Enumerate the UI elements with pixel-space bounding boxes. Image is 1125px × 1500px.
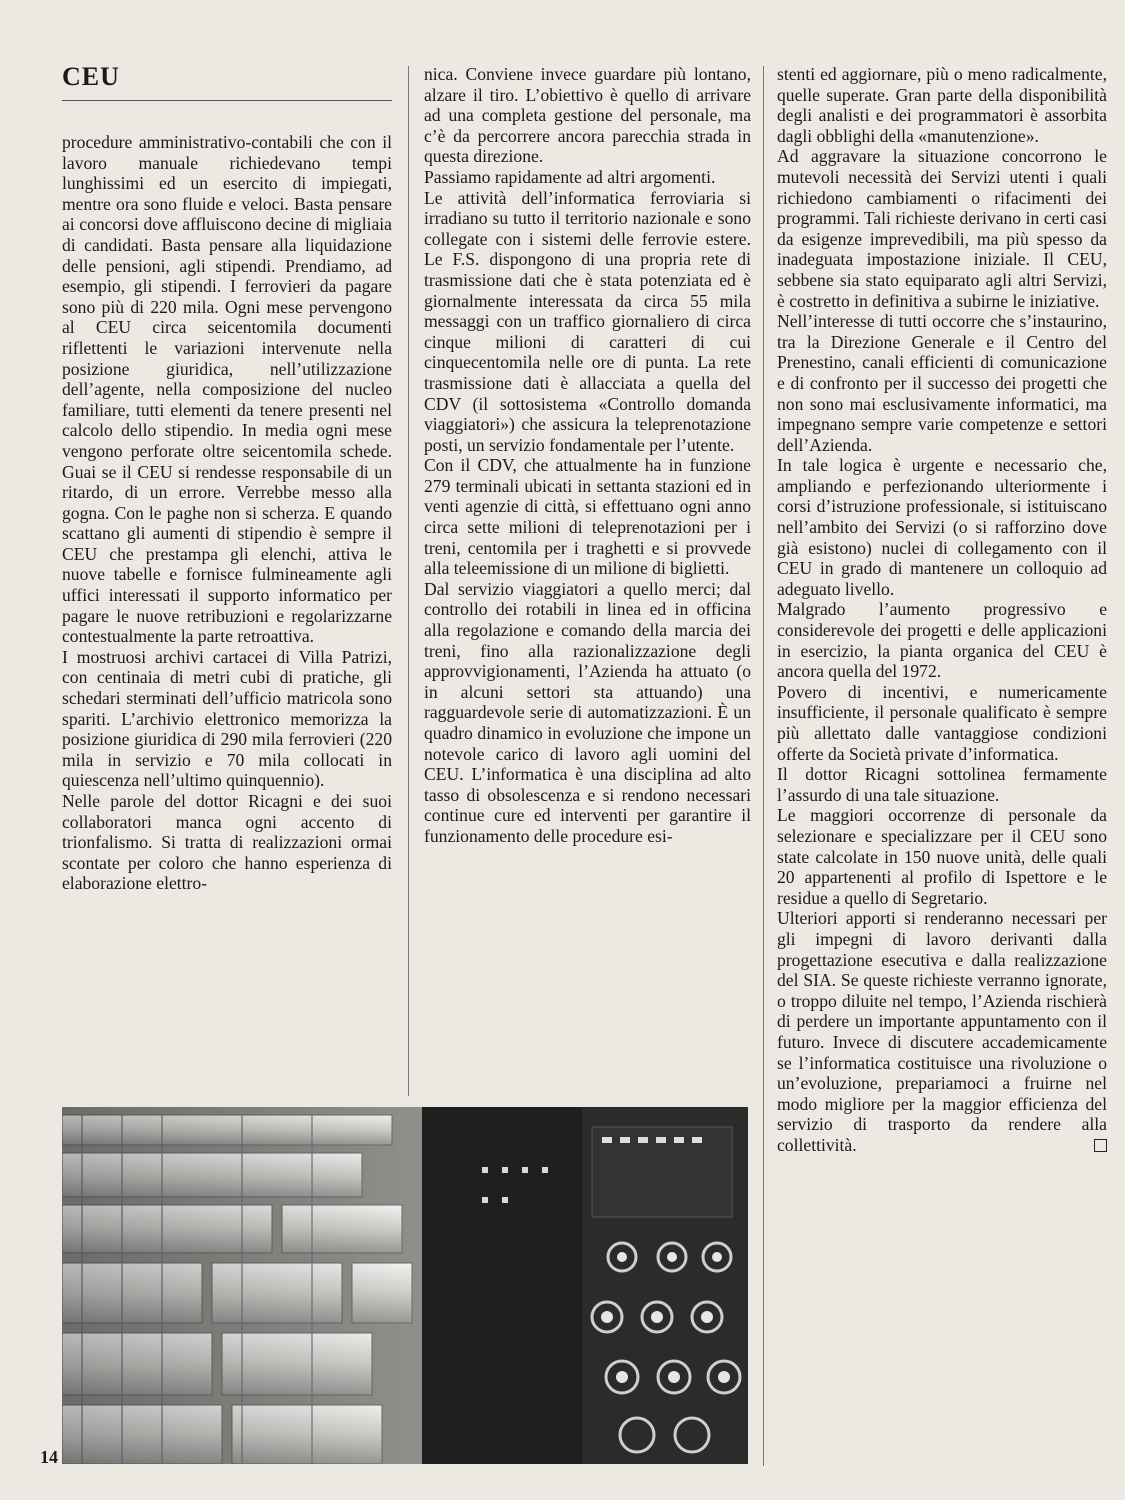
paragraph: In tale logica è urgente e necessario che, ampliando e perfezionando ulteriormente i corsi d’istruzione professionale, si istituiscano nell’ambito dei Servizi (o si rafforzino dove già esistono) nuclei di collegamento con il CEU in grado di mantenere un colloquio ad adeguato livello. bbox=[777, 455, 1107, 599]
paragraph: Passiamo rapidamente ad altri argomenti. bbox=[424, 166, 716, 187]
paragraph: Nell’interesse di tutti occorre che s’instaurino, tra la Direzione Generale e il Centro del Prenestino, canali efficienti di comunicazione e di confronto per il successo dei progetti che non sono mai esclusivamente informatici, ma impegnano sempre varie competenze e settori dell’Azienda. bbox=[777, 311, 1107, 455]
paragraph-last: Ulteriori apporti si renderanno necessari per gli impegni di lavoro derivanti dalla progettazione esecutiva e dalla realizzazione del SIA. Se queste richieste verranno ignorate, o troppo diluite nel tempo, l’Azienda rischierà di perdere un importante appuntamento con il futuro. Invece di discutere accademicamente se l’informatica costituisce una rivoluzione o un’evoluzione, prepariamoci a fruirne nel modo migliore per la maggior efficienza del servizio di trasporto da rendere alla collettività. bbox=[777, 908, 1107, 1155]
paragraph: Le attività dell’informatica ferroviaria si irradiano su tutto il territorio nazionale e sono collegate con i sistemi delle ferrovie estere. Le F.S. dispongono di una propria rete di trasmissione dati che è stata potenziata ed è giornalmente interessata da circa 55 mila messaggi con un traffico giornaliero di circa cinque milioni di caratteri di cui cinquecentomila nelle ore di punta. La rete trasmissione dati è allacciata a quella del CDV (il sottosistema «Controllo domanda viaggiatori») che assicura la teleprenotazione posti, un servizio fondamentale per l’utente. bbox=[424, 187, 751, 455]
end-of-article-icon bbox=[1094, 1139, 1107, 1152]
paragraph: Ad aggravare la situazione concorrono le mutevoli necessità dei Servizi utenti i quali richiedono cambiamenti o rifacimenti dei programmi. Tali richieste derivano in certi casi da esigenze imprevedibili, ma più spesso da inadeguata impostazione iniziale. Il CEU, sebbene sia stato equiparato agli altri Servizi, è costretto in definitiva a subirne le iniziative. bbox=[777, 146, 1107, 311]
paragraph: Nelle parole del dottor Ricagni e dei suoi collaboratori manca ogni accento di trionfalismo. Si tratta di realizzazioni ormai scontate per coloro che hanno esperienza di elaborazione elettro- bbox=[62, 791, 392, 894]
paragraph: nica. Conviene invece guardare più lontano, alzare il tiro. L’obiettivo è quello di arrivare ad una completa gestione del personale, ma c’è da percorrere ancora parecchia strada in questa direzione. bbox=[424, 64, 751, 167]
column-divider bbox=[763, 66, 764, 1466]
article-column-1 bbox=[62, 132, 392, 894]
paragraph: Il dottor Ricagni sottolinea fermamente l’assurdo di una tale situazione. bbox=[777, 764, 1107, 805]
tape-rack bbox=[62, 1107, 422, 1464]
paragraph: Le maggiori occorrenze di personale da selezionare e specializzare per il CEU sono state calcolate in 150 nuove unità, delle quali 20 appartenenti al profilo di Ispettore e le residue a quello di Segretario. bbox=[777, 805, 1107, 908]
paragraph: stenti ed aggiornare, più o meno radicalmente, quelle superate. Gran parte della disponibilità degli analisti e dei programmatori è assorbita dagli obblighi della «manutenzione». bbox=[777, 64, 1107, 146]
paragraph: procedure amministrativo-contabili che con il lavoro manuale richiedevano tempi lunghissimi ed un esercito di impiegati, mentre ora sono fluide e veloci. Basta pensare ai concorsi dove affluiscono decine di migliaia di candidati. Basta pensare alla liquidazione delle pensioni, agli stipendi. Prendiamo, ad esempio, gli stipendi. I ferrovieri da pagare sono più di 220 mila. Ogni mese pervengono al CEU circa seicentomila documenti riflettenti le variazioni intervenute nella posizione giuridica, nell’utilizzazione dell’agente, nella composizione del nucleo familiare, tutti elementi da tenere presenti nel calcolo dello stipendio. In media ogni mese vengono perforate oltre seicentomila schede. Guai se il CEU si rendesse responsabile di un ritardo, di un errore. Verrebbe messo alla gogna. Con le paghe non si scherza. E quando scattano gli aumenti di stipendio è sempre il CEU che prestampa gli elenchi, attiva le nuove tabelle e fornisce fulmineamente agli uffici interessati il supporto informatico per pagare le nuove retribuzioni e regolarizzarne contestualmente la parte retroattiva. bbox=[62, 132, 392, 647]
paragraph: Dal servizio viaggiatori a quello merci; dal controllo dei rotabili in linea ed in officina alla regolazione e comando della marcia dei treni, fino alla razionalizzazione degli approvvigionamenti, l’Azienda ha attuato (o in alcuni settori sta attuando) una ragguardevole serie di automatizzazioni. È un quadro dinamico in evoluzione che impone un notevole carico di lavoro agli uomini del CEU. L’informatica è una disciplina ad alto tasso di obsolescenza e si rendono necessari continue cure ed interventi per garantire il funzionamento delle procedure esi- bbox=[424, 578, 751, 846]
article-column-2 bbox=[424, 64, 751, 847]
control-panel bbox=[422, 1107, 748, 1464]
photo-computer-room bbox=[62, 1107, 748, 1464]
paragraph: Malgrado l’aumento progressivo e considerevole dei progetti e delle applicazioni in esercizio, la pianta organica del CEU è ancora quella del 1972. bbox=[777, 599, 1107, 682]
paragraph: Con il CDV, che attualmente ha in funzione 279 terminali ubicati in settanta stazioni ed in venti agenzie di città, si effettuano ogni anno circa sette milioni di teleprenotazioni per i treni, centomila per i traghetti e si provvede alla teleemissione di un milione di biglietti. bbox=[424, 455, 751, 579]
page-number: 14 bbox=[40, 1447, 58, 1467]
paragraph: I mostruosi archivi cartacei di Villa Patrizi, con centinaia di metri cubi di pratiche, gli schedari sterminati dell’ufficio matricola sono spariti. L’archivio elettronico memorizza la posizione giuridica di 290 mila ferrovieri (220 mila in servizio e 70 mila collocati in quiescenza nell’ultimo quinquennio). bbox=[62, 646, 392, 791]
column-divider bbox=[408, 66, 409, 1096]
paragraph: Povero di incentivi, e numericamente insufficiente, il personale qualificato è sempre più allettato dalle vantaggiose condizioni offerte da Società private d’informatica. bbox=[777, 681, 1107, 764]
section-header bbox=[62, 62, 392, 101]
section-title: CEU bbox=[62, 62, 120, 91]
article-column-3 bbox=[777, 64, 1107, 1155]
photo-illustration bbox=[62, 1107, 748, 1464]
